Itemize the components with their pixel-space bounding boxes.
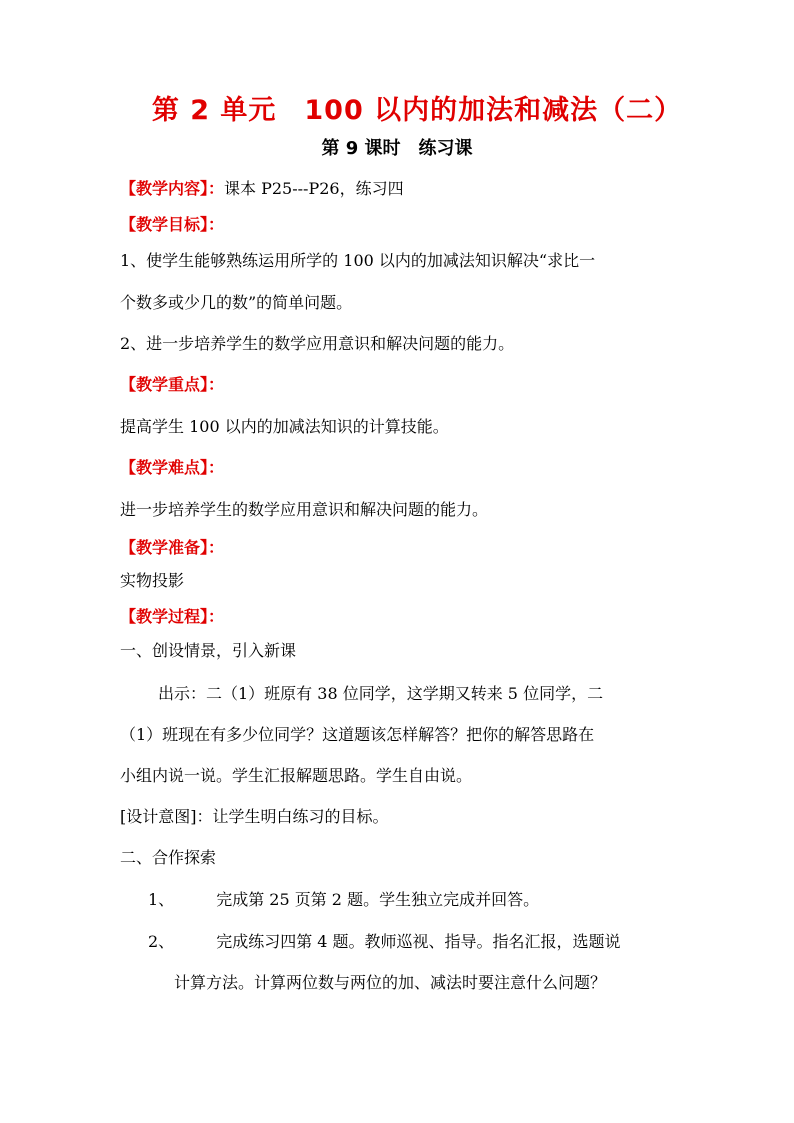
content-heading: 【教学内容】： bbox=[120, 179, 225, 198]
objectives-line-1: 1、使学生能够熟练运用所学的 100 以内的加减法知识解决“求比一 bbox=[120, 251, 596, 270]
objectives-heading-row bbox=[120, 214, 680, 236]
preparation-heading-row bbox=[120, 537, 680, 559]
process-heading: 【教学过程】： bbox=[120, 607, 225, 626]
process-paragraph-line-2: （1）班现在有多少位同学？这道题该怎样解答？把你的解答思路在 bbox=[120, 725, 595, 744]
process-section-2: 二、合作探索 bbox=[120, 848, 217, 867]
preparation-text: 实物投影 bbox=[120, 571, 185, 590]
objectives-line-3: 2、进一步培养学生的数学应用意识和解决问题的能力。 bbox=[120, 334, 515, 353]
list-item-2-continuation: 计算方法。计算两位数与两位的加、减法时要注意什么问题？ bbox=[174, 973, 607, 992]
list-item-2 bbox=[148, 931, 682, 953]
process-section-1: 一、创设情景，引入新课 bbox=[120, 641, 297, 660]
focus-heading: 【教学重点】： bbox=[120, 375, 225, 394]
objectives-line-2: 个数多或少几的数”的简单问题。 bbox=[120, 293, 353, 312]
difficulty-heading-row bbox=[120, 457, 680, 479]
list-item-1-number: 1、 bbox=[148, 890, 175, 909]
unit-title: 第 2 单元 100 以内的加法和减法（二） bbox=[151, 95, 683, 126]
difficulty-text: 进一步培养学生的数学应用意识和解决问题的能力。 bbox=[120, 500, 489, 519]
list-item-1 bbox=[148, 889, 682, 911]
preparation-heading: 【教学准备】： bbox=[120, 538, 225, 557]
focus-heading-row bbox=[120, 374, 680, 396]
objectives-heading: 【教学目标】： bbox=[120, 215, 225, 234]
difficulty-heading: 【教学难点】： bbox=[120, 458, 225, 477]
content-text: 课本 P25---P26，练习四 bbox=[224, 179, 404, 198]
list-item-1-text: 完成第 25 页第 2 题。学生独立完成并回答。 bbox=[216, 890, 540, 909]
lesson-subtitle: 第 9 课时 练习课 bbox=[321, 138, 473, 159]
focus-text: 提高学生 100 以内的加减法知识的计算技能。 bbox=[120, 417, 449, 436]
content-row bbox=[120, 178, 680, 200]
process-paragraph-line-3: 小组内说一说。学生汇报解题思路。学生自由说。 bbox=[120, 766, 473, 785]
list-item-2-text: 完成练习四第 4 题。教师巡视、指导。指名汇报，选题说 bbox=[216, 932, 621, 951]
process-paragraph-line-1: 出示：二（1）班原有 38 位同学，这学期又转来 5 位同学，二 bbox=[158, 684, 604, 703]
list-item-2-number: 2、 bbox=[148, 932, 175, 951]
process-heading-row bbox=[120, 606, 680, 628]
design-intent: [设计意图]：让学生明白练习的目标。 bbox=[120, 807, 389, 826]
